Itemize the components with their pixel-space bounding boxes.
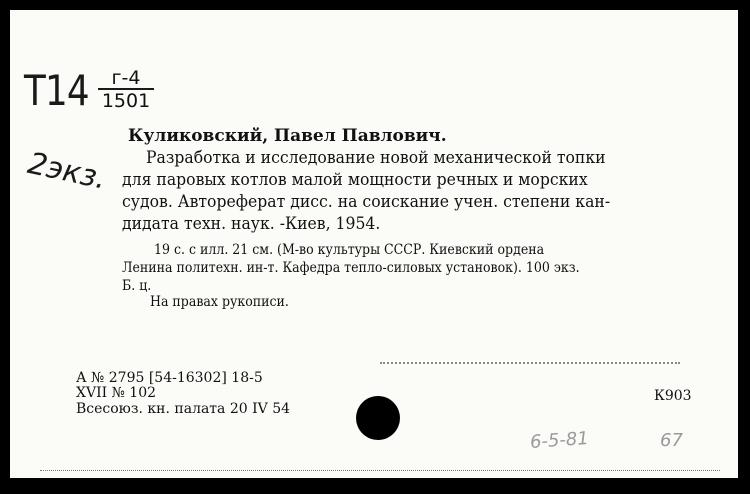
- registry-line: А № 2795 [54-16302] 18-5: [76, 370, 263, 386]
- collation-line: Б. ц.: [122, 278, 152, 294]
- collation-line: Ленина политехн. ин-т. Кафедра тепло-силовых установок). 100 экз.: [122, 260, 580, 276]
- author-heading: Куликовский, Павел Павлович.: [128, 126, 447, 146]
- call-number-denominator: 1501: [101, 90, 151, 112]
- card-code: К903: [654, 388, 692, 404]
- pencil-note: 67: [660, 430, 683, 451]
- title-line: судов. Автореферат дисс. на соискание учен. степени кан-: [122, 192, 611, 212]
- copies-note: 2экз.: [24, 146, 110, 197]
- call-number: Т14: [24, 66, 89, 115]
- catalog-card: [10, 10, 738, 478]
- registry-line: XVII № 102: [76, 385, 157, 401]
- pencil-note: 6-5-81: [529, 427, 590, 454]
- rights-note: На правах рукописи.: [150, 294, 289, 310]
- bottom-dotted-rule: [40, 470, 720, 471]
- call-number-fraction: [98, 68, 154, 112]
- title-line: Разработка и исследование новой механической топки: [146, 148, 606, 168]
- call-number-numerator: г-4: [98, 68, 154, 90]
- collation-line: 19 с. с илл. 21 см. (М-во культуры СССР. Киевский ордена: [154, 242, 545, 258]
- title-line: для паровых котлов малой мощности речных и морских: [122, 170, 588, 190]
- dotted-rule: [380, 362, 680, 364]
- registry-line: Всесоюз. кн. палата 20 IV 54: [76, 401, 291, 417]
- punch-hole: [356, 396, 400, 440]
- title-line: дидата техн. наук. -Киев, 1954.: [122, 214, 381, 234]
